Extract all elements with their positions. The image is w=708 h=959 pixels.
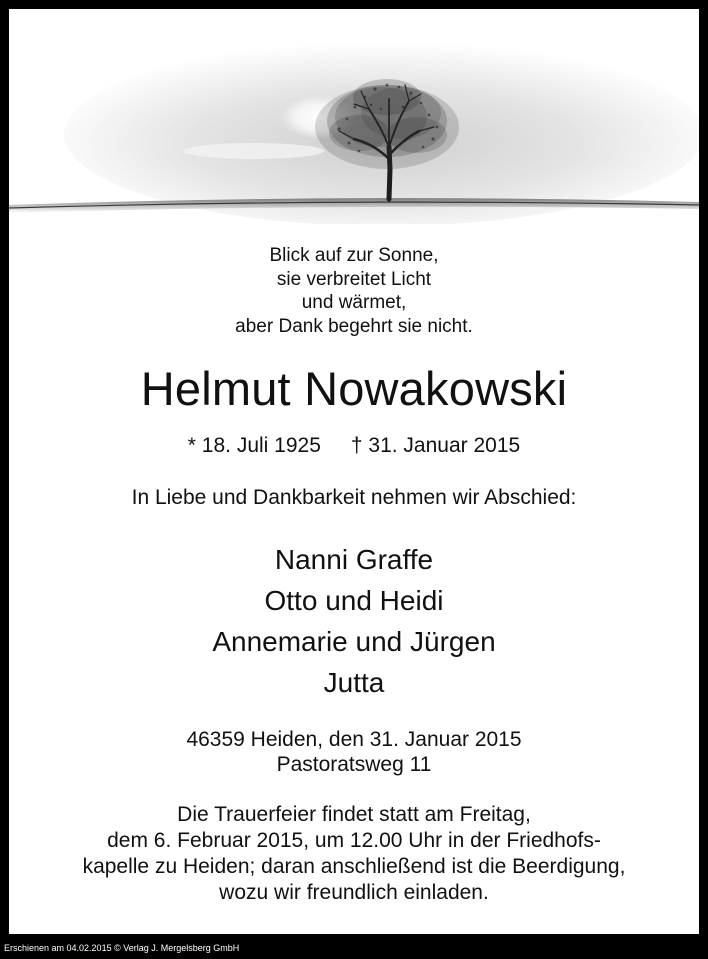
life-dates — [9, 433, 699, 459]
poem — [9, 244, 699, 338]
mourner-name: Nanni Graffe — [274, 544, 434, 575]
service-line: dem 6. Februar 2015, um 12.00 Uhr in der Friedhofs- — [107, 829, 601, 852]
farewell-line: In Liebe und Dankbarkeit nehmen wir Abschied: — [131, 486, 577, 509]
death-date: † 31. Januar 2015 — [350, 434, 521, 457]
place-date: 46359 Heiden, den 31. Januar 2015 — [186, 728, 522, 751]
mourner-name: Annemarie und Jürgen — [212, 626, 496, 657]
poem-line: sie verbreitet Licht — [276, 268, 432, 290]
mourner-name: Jutta — [323, 667, 385, 698]
service-line: Die Trauerfeier findet statt am Freitag, — [177, 803, 531, 826]
service-info — [9, 802, 699, 906]
tree-illustration — [9, 9, 699, 224]
deceased-name: Helmut Nowakowski — [140, 362, 568, 415]
poem-line: Blick auf zur Sonne, — [269, 245, 439, 266]
publication-credit: Erschienen am 04.02.2015 © Verlag J. Mergelsberg GmbH — [4, 943, 240, 953]
birth-date: * 18. Juli 1925 — [187, 434, 321, 457]
obituary-notice — [9, 9, 699, 934]
address-block — [9, 727, 699, 777]
street-address: Pastoratsweg 11 — [276, 753, 432, 776]
poem-line: aber Dank begehrt sie nicht. — [235, 315, 473, 337]
mourners-list — [9, 539, 699, 703]
poem-line: und wärmet, — [301, 292, 407, 313]
service-line: wozu wir freundlich einladen. — [219, 881, 489, 904]
mourner-name: Otto und Heidi — [264, 585, 444, 616]
service-line: kapelle zu Heiden; daran anschließend ist die Beerdigung, — [82, 855, 626, 878]
